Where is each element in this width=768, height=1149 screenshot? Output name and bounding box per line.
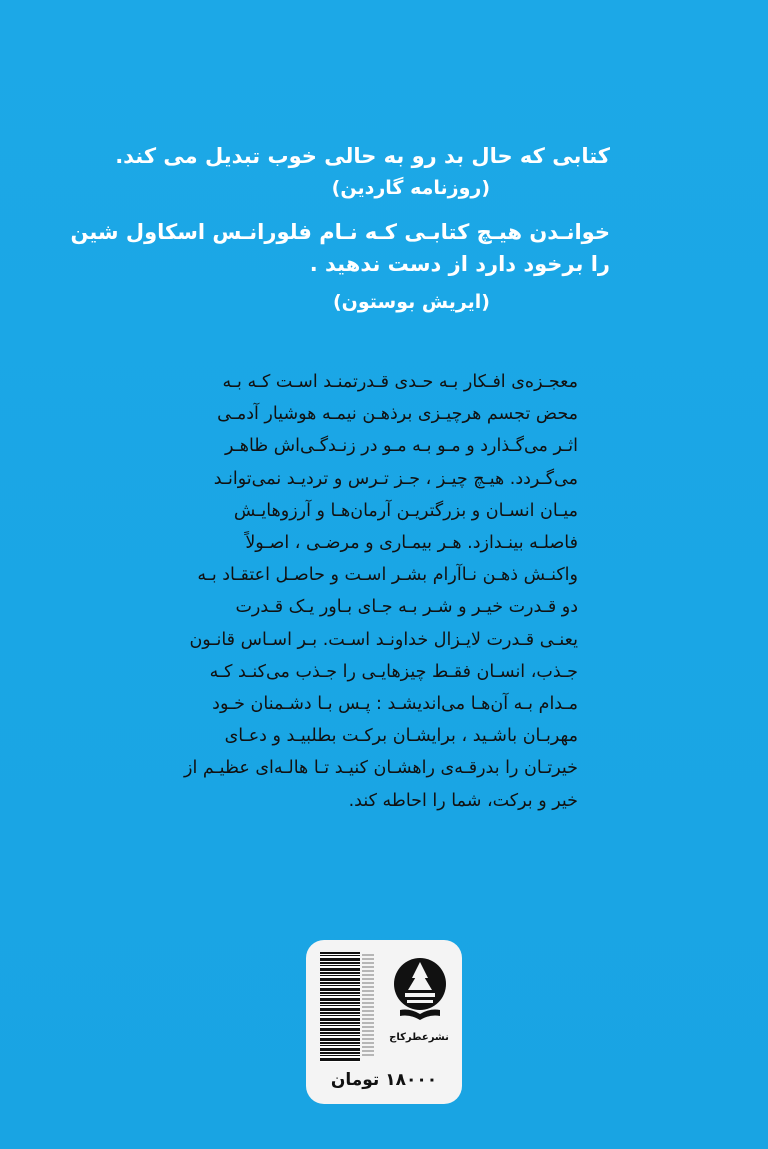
blurb-line: خیرتـان را بدرقـه‌ی راهشـان کنیـد تـا هالـه‌ای عظیـم از	[184, 758, 578, 779]
publisher-logo-icon	[392, 956, 448, 1028]
publisher-name: نشرعطرکاج	[389, 1032, 449, 1043]
blurb-line: معجـزه‌ی افـکار بـه حـدی قـدرتمنـد اسـت کـه بـه	[222, 372, 578, 392]
blurb-line: دو قـدرت خیـر و شـر بـه جـای بـاور یـک قـدرت	[235, 597, 578, 618]
blurb-line: مهربـان باشـید ، برایشـان برکـت بطلبیـد و دعـای	[224, 726, 578, 747]
isbn-price-badge	[306, 940, 462, 1104]
blurb-line: جـذب، انسـان فقـط چیزهایـی را جـذب می‌کنـد کـه	[209, 661, 578, 682]
blurb-paragraph	[178, 366, 578, 817]
blurb-line: اثـر می‌گـذارد و مـو بـه مـو در زنـدگـی‌اش ظاهـر	[224, 436, 578, 457]
price-label: ۱۸۰۰۰ تومان	[330, 1070, 438, 1090]
quote-1-line-1: کتابی که حال بد رو به حالی خوب تبدیل می کند.	[115, 144, 610, 168]
blurb-line: خیر و برکت، شما را احاطه کند.	[348, 790, 578, 811]
blurb-line: محض تجسم هرچیـزی برذهـن نیمـه هوشیار آدمـی	[217, 404, 578, 425]
barcode	[320, 952, 360, 1062]
blurb-line: مـدام بـه آن‌هـا می‌اندیشـد : پـس بـا دشـمنان خـود	[212, 694, 578, 715]
blurb-line: می‌گـردد. هیـچ چیـز ، جـز تـرس و تردیـد نمی‌توانـد	[213, 468, 578, 489]
blurb-line: میـان انسـان و بزرگتریـن آرمان‌هـا و آرزوهایـش	[233, 500, 578, 521]
quote-2-line-2: را برخود دارد از دست ندهید .	[309, 252, 610, 276]
blurb-line: یعنـی قـدرت لایـزال خداونـد اسـت. بـر اسـاس قانـون	[189, 629, 578, 650]
quotes-block	[70, 140, 610, 318]
quote-2-source: (ایریش بوستون)	[332, 291, 490, 313]
quote-2-line-1: خوانـدن هیـچ کتابـی کـه نـام فلورانـس اسکاول شین	[70, 220, 610, 244]
quote-gap	[170, 204, 610, 216]
isbn-digits	[362, 954, 374, 1058]
blurb-line: فاصلـه بینـدازد. هـر بیمـاری و مرضـی ، اصـولاً	[245, 533, 578, 554]
quote-1-source: (روزنامه گاردین)	[331, 177, 490, 199]
blurb-line: واکنـش ذهـن نـاآرام بشـر اسـت و حاصـل اعتقـاد بـه	[197, 565, 578, 586]
